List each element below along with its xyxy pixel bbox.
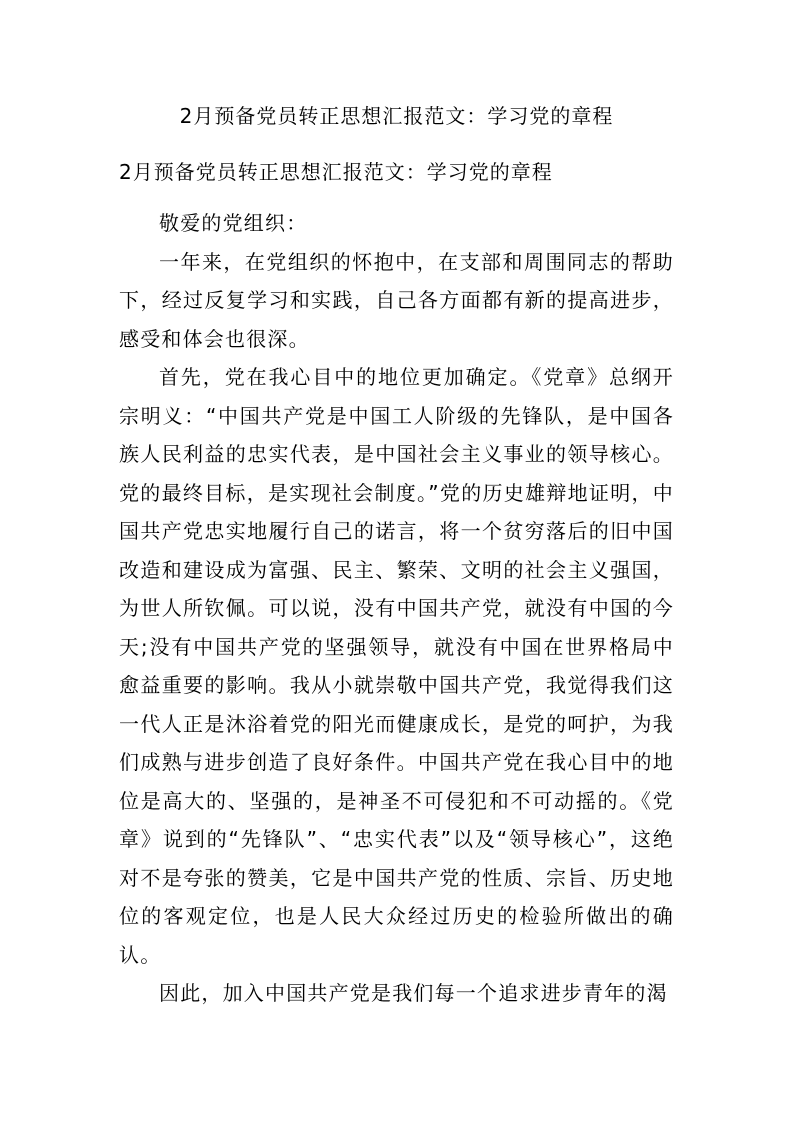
document-subtitle: 2月预备党员转正思想汇报范文：学习党的章程 (119, 160, 553, 184)
paragraph-first-point: 首先，党在我心目中的地位更加确定。《党章》总纲开宗明义：“中国共产党是中国工人阶级的先锋队，是中国各族人民利益的忠实代表，是中国社会主义事业的领导核心。党的最终目标，是实现社会制度。”党的历史雄辩地证明，中国共产党忠实地履行自己的诺言，将一个贫穷落后的旧中国改造和建设成为富强、民主、繁荣、文明的社会主义强国，为世人所钦佩。可以说，没有中国共产党，就没有中国的今天;没有中国共产党的坚强领导，就没有中国在世界格局中愈益重要的影响。我从小就崇敬中国共产党，我觉得我们这一代人正是沐浴着党的阳光而健康成长，是党的呵护，为我们成熟与进步创造了良好条件。中国共产党在我心目中的地位是高大的、坚强的，是神圣不可侵犯和不可动摇的。《党章》说到的“先锋队”、“忠实代表”以及“领导核心”，这绝对不是夸张的赞美，它是中国共产党的性质、宗旨、历史地位的客观定位，也是人民大众经过历史的检验所做出的确认。 (119, 365, 674, 967)
document-title: 2月预备党员转正思想汇报范文：学习党的章程 (179, 104, 614, 128)
paragraph-intro: 一年来，在党组织的怀抱中，在支部和周围同志的帮助下，经过反复学习和实践，自己各方面都有新的提高进步，感受和体会也很深。 (119, 249, 674, 351)
salutation: 敬爱的党组织： (159, 211, 308, 235)
document-body (119, 204, 674, 1013)
paragraph-therefore: 因此，加入中国共产党是我们每一个追求进步青年的渴 (159, 981, 668, 1005)
